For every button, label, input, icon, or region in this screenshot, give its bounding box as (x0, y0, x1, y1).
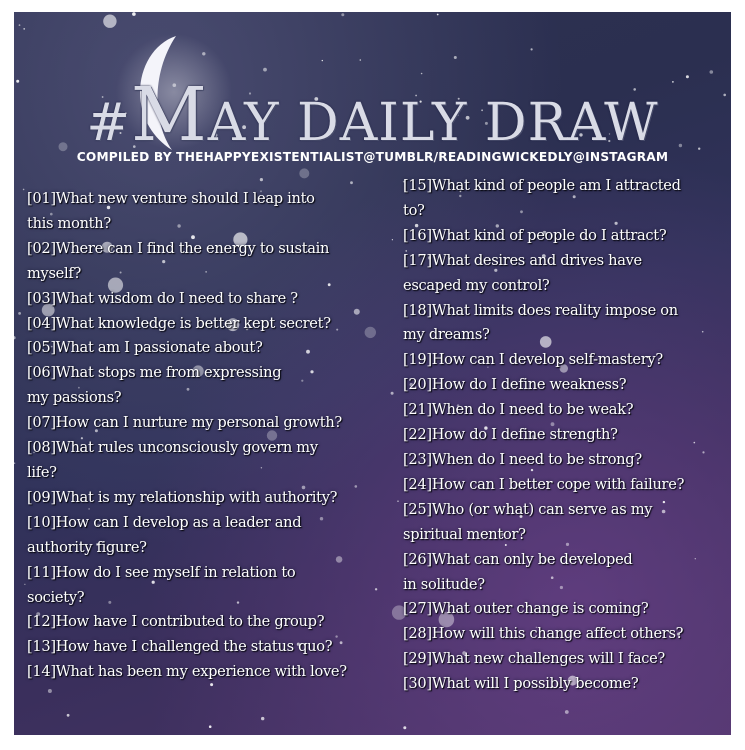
question-line: [25]Who (or what) can serve as my (403, 500, 653, 518)
question-item (403, 448, 731, 473)
star (531, 48, 533, 50)
star (454, 56, 457, 59)
question-line: my passions? (27, 389, 122, 407)
question-line: authority figure? (27, 538, 147, 556)
question-line: life? (27, 463, 57, 481)
question-line: [02]Where can I find the energy to sustain (27, 239, 330, 257)
question-line: [09]What is my relationship with authority? (27, 488, 338, 506)
star (24, 584, 25, 585)
question-item (403, 647, 731, 672)
question-line: [04]What knowledge is better kept secret? (27, 314, 331, 332)
star (565, 710, 569, 714)
star (132, 12, 136, 16)
star (437, 14, 439, 16)
question-line: [07]How can I nurture my personal growth? (27, 414, 342, 432)
question-line: [05]What am I passionate about? (27, 339, 263, 357)
star (260, 178, 263, 181)
star (322, 60, 323, 61)
question-line: society? (27, 588, 85, 606)
question-line: myself? (27, 264, 82, 282)
question-line: [19]How can I develop self-mastery? (403, 351, 663, 369)
question-line: [27]What outer change is coming? (403, 600, 649, 618)
question-line: [28]How will this change affect others? (403, 625, 684, 643)
question-item (27, 561, 402, 611)
star (341, 13, 344, 16)
star (14, 463, 15, 464)
star (403, 726, 406, 729)
question-item (403, 498, 731, 548)
star (299, 168, 309, 178)
question-line: [15]What kind of people am I attracted (403, 177, 681, 194)
question-line: [08]What rules unconsciously govern my (27, 439, 318, 457)
star (18, 312, 21, 315)
question-line: [20]How do I define weakness? (403, 376, 627, 394)
question-line: in solitude? (403, 575, 485, 593)
question-item (27, 336, 402, 361)
question-item (403, 548, 731, 598)
star (350, 181, 353, 184)
question-list-left (27, 187, 402, 685)
question-line: [14]What has been my experience with love? (27, 663, 347, 681)
question-line: [16]What kind of people do I attract? (403, 226, 667, 244)
star (261, 717, 264, 720)
question-line: [13]How have I challenged the status quo? (27, 638, 333, 656)
question-item (27, 237, 402, 287)
star (19, 24, 21, 26)
question-item (27, 486, 402, 511)
question-line: [29]What new challenges will I face? (403, 650, 665, 668)
title-rest: AY DAILY DRAW (207, 93, 659, 153)
question-item (403, 597, 731, 622)
question-item (403, 224, 731, 249)
question-line: [26]What can only be developed (403, 550, 633, 568)
credit-line: COMPILED BY THEHAPPYEXISTENTIALIST@TUMBLR/READINGWICKEDLY@INSTAGRAM (76, 150, 669, 164)
question-line: [12]How have I contributed to the group? (27, 613, 325, 631)
question-line: [21]When do I need to be weak? (403, 401, 634, 419)
question-line: spiritual mentor? (403, 525, 526, 543)
question-item (27, 411, 402, 436)
question-line: [24]How can I better cope with failure? (403, 475, 685, 493)
question-item (403, 348, 731, 373)
star (360, 59, 362, 61)
question-line: [03]What wisdom do I need to share ? (27, 289, 298, 307)
question-line: [17]What desires and drives have (403, 251, 642, 269)
question-item (27, 660, 402, 685)
question-item (403, 373, 731, 398)
question-line: [23]When do I need to be strong? (403, 450, 642, 468)
question-item (403, 174, 731, 224)
question-item (27, 610, 402, 635)
question-item (27, 312, 402, 337)
question-item (403, 299, 731, 349)
question-line: this month? (27, 214, 111, 232)
question-list-right (403, 174, 731, 697)
star (67, 714, 70, 717)
poster (14, 12, 731, 735)
question-item (27, 187, 402, 237)
star (14, 336, 16, 339)
question-line: [30]What will I possibly become? (403, 675, 639, 693)
question-line: to? (403, 201, 425, 219)
star (23, 189, 25, 191)
star (48, 689, 52, 693)
question-line: [18]What limits does reality impose on (403, 301, 678, 319)
page-title (14, 72, 731, 158)
question-item (403, 672, 731, 697)
question-item (403, 622, 731, 647)
question-line: [11]How do I see myself in relation to (27, 563, 296, 581)
star (103, 15, 116, 28)
question-item (403, 473, 731, 498)
star (263, 68, 267, 72)
question-item (27, 511, 402, 561)
question-line: escaped my control? (403, 276, 550, 294)
title-first-letter: M (130, 72, 208, 158)
question-line: [10]How can I develop as a leader and (27, 513, 302, 531)
question-item (27, 361, 402, 411)
question-line: [01]What new venture should I leap into (27, 190, 315, 207)
title-hash: # (86, 93, 131, 153)
question-item (403, 249, 731, 299)
question-item (403, 398, 731, 423)
star (23, 28, 25, 30)
question-item (27, 436, 402, 486)
question-item (27, 287, 402, 312)
question-line: [06]What stops me from expressing (27, 364, 282, 382)
question-line: [22]How do I define strength? (403, 426, 618, 444)
question-item (403, 423, 731, 448)
question-line: my dreams? (403, 326, 490, 344)
star (209, 725, 212, 728)
question-item (27, 635, 402, 660)
